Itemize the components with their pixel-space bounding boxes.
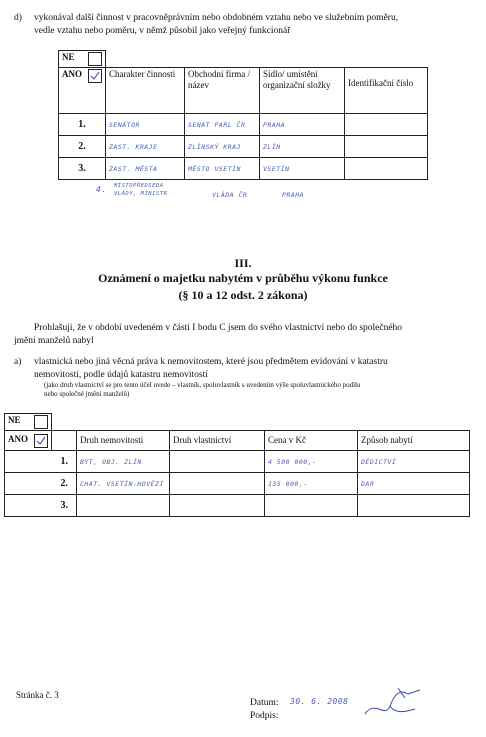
ne-label: NE [8,415,21,425]
cell-druh-nemovitosti[interactable]: BYT, OBJ. ZLÍN [80,457,142,466]
extra-row-charakter-2: VLÁDY, MINISTR [114,191,168,197]
cell-sidlo[interactable]: VSETÍN [263,164,290,173]
header-cena: Cena v Kč [265,431,358,451]
a-marker: a) [14,357,22,367]
section-subtitle: (§ 10 a 12 odst. 2 zákona) [178,288,308,302]
ano-label: ANO [62,69,82,79]
page-number: Stránka č. 3 [16,690,59,700]
cell-charakter[interactable]: SENÁTOR [109,120,140,129]
cell-sidlo[interactable]: ZLÍN [263,142,281,151]
signature-icon [360,684,430,724]
cell-charakter[interactable]: ZAST. MĚSTA [109,164,158,173]
section-d-line1: vykonával další činnost v pracovněprávním nebo obdobném vztahu nebo ve služebním poměru, [34,13,399,23]
extra-row-num: 4. [96,185,107,194]
podpis-label: Podpis: [250,711,279,721]
cell-ic[interactable] [345,136,428,158]
ne-checkbox[interactable] [88,52,102,66]
header-charakter: Charakter činnosti [106,68,185,114]
cell-firma[interactable]: ZLÍNSKÝ KRAJ [188,142,241,151]
cell-druh-nemovitosti[interactable] [77,495,170,517]
section-d-line2: vedle vztahu nebo poměru, v němž působil jako veřejný funkcionář [34,26,291,36]
table-row: 3. ZAST. MĚSTA MĚSTO VSETÍN VSETÍN [59,158,428,180]
cell-druh-nemovitosti[interactable]: CHAT. VSETÍN-HOVĚZÍ [80,479,164,488]
table-row: 2. ZAST. KRAJE ZLÍNSKÝ KRAJ ZLÍN [59,136,428,158]
datum-value: 30. 6. 2008 [290,697,349,706]
ne-checkbox[interactable] [34,415,48,429]
cell-sidlo[interactable]: PRAHA [263,120,286,129]
table-property [4,413,470,517]
header-zpusob: Způsob nabytí [358,431,470,451]
datum-label: Datum: [250,698,279,708]
cell-firma[interactable]: SENÁT PARL ČR [188,120,246,129]
cell-zpusob[interactable] [358,495,470,517]
section-roman: III. [234,256,252,270]
extra-row-firma: VLÁDA ČR [212,191,248,199]
check-mark-icon [89,70,101,82]
cell-ic[interactable] [345,114,428,136]
cell-cena[interactable]: 4 500 000,- [268,457,317,466]
extra-row-charakter-1: MÍSTOPŘEDSEDA [114,183,164,189]
ano-cell [59,68,106,114]
intro-line1: Prohlašuji, že v období uvedeném v části I bodu C jsem do svého vlastnictví nebo do společného [34,323,403,333]
header-druh-vlastnictvi: Druh vlastnictví [170,431,265,451]
cell-cena[interactable]: 135 000,- [268,479,308,488]
cell-zpusob[interactable]: DAR [361,479,375,488]
header-ic: Identifikační číslo [345,68,428,114]
ne-label: NE [62,52,75,62]
header-firma: Obchodní firma / název [185,68,260,114]
cell-cena[interactable] [265,495,358,517]
header-druh-nemovitosti: Druh nemovitosti [77,431,170,451]
cell-zpusob[interactable]: DĚDICTVÍ [361,457,397,466]
cell-charakter[interactable]: ZAST. KRAJE [109,142,158,151]
cell-druh-vlastnictvi[interactable] [170,495,265,517]
ano-cell [5,431,52,451]
intro-line2: jmění manželů nabyl [14,336,94,346]
ne-cell [59,51,106,68]
ano-label: ANO [8,433,28,444]
table-row: 1. BYT, OBJ. ZLÍN 4 500 000,- DĚDICTVÍ [5,451,470,473]
cell-firma[interactable]: MĚSTO VSETÍN [188,164,241,173]
ano-checkbox[interactable] [34,434,48,448]
a-line1: vlastnická nebo jiná věcná práva k nemovitostem, které jsou předmětem evidování v katastru [34,357,388,367]
table-row: 1. SENÁTOR SENÁT PARL ČR PRAHA [59,114,428,136]
cell-ic[interactable] [345,158,428,180]
header-sidlo: Sídlo/ umístění organizační složky [260,68,345,114]
extra-row-sidlo: PRAHA [282,191,305,199]
section-d-marker: d) [14,13,22,23]
a-note1: (jako druh vlastnictví se pro tento účel uvede – vlastník, spoluvlastník s uvedením výše spoluvlastnického podílu [44,381,361,389]
table-row: 2. CHAT. VSETÍN-HOVĚZÍ 135 000,- DAR [5,473,470,495]
ne-cell [5,414,52,431]
ano-checkbox[interactable] [88,69,102,83]
check-mark-icon [35,435,47,447]
table-activities [58,50,428,180]
a-line2: nemovitostí, podle údajů katastru nemovitostí [34,370,208,380]
a-note2: nebo společné jmění manželů) [44,390,130,398]
section-title: Oznámení o majetku nabytém v průběhu výkonu funkce [98,271,388,285]
table-row: 3. [5,495,470,517]
